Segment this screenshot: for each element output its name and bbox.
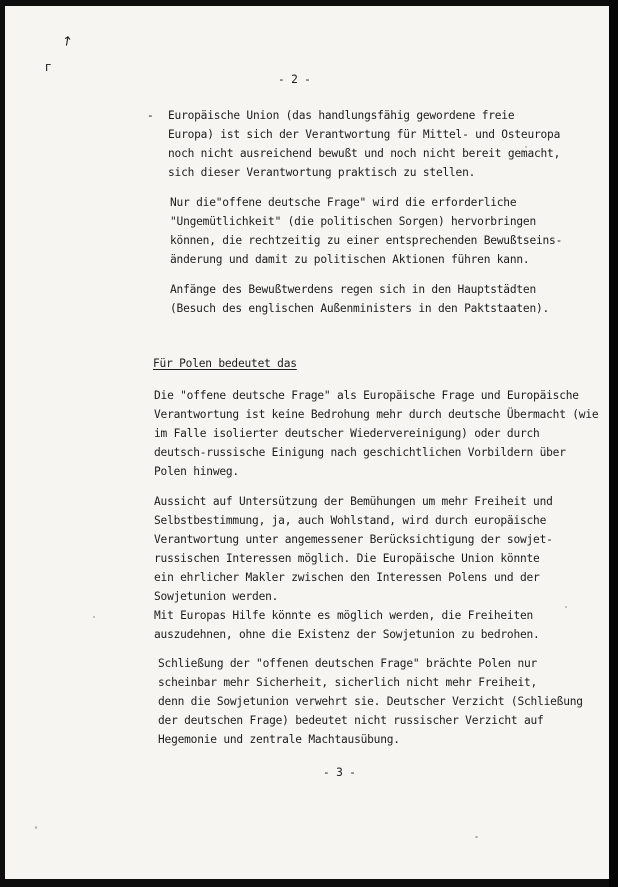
text-line: deutsch-russische Einigung nach geschichtlichen Vorbildern über xyxy=(154,446,566,459)
section-heading: Für Polen bedeutet das xyxy=(153,357,297,370)
text-line: Verantwortung ist keine Bedrohung mehr durch deutsche Übermacht (wie xyxy=(154,408,599,421)
text-line: sich dieser Verantwortung praktisch zu stellen. xyxy=(168,166,476,179)
bullet-marker: - xyxy=(147,109,154,122)
scan-speck xyxy=(475,836,478,838)
pen-mark: г xyxy=(45,60,52,74)
text-line: "Ungemütlichkeit" (die politischen Sorgen) hervorbringen xyxy=(170,215,536,228)
scan-speck xyxy=(525,146,527,148)
page-number-bottom: - 3 - xyxy=(323,766,356,779)
scan-speck xyxy=(565,606,567,608)
text-line: Die "offene deutsche Frage" als Europäische Frage und Europäische xyxy=(154,389,579,402)
text-line: Sowjetunion werden. xyxy=(154,590,279,603)
text-line: russischen Interessen möglich. Die Europäische Union könnte xyxy=(154,552,540,565)
text-line: denn die Sowjetunion verwehrt sie. Deutscher Verzicht (Schließung xyxy=(158,695,583,708)
text-line: änderung und damit zu politischen Aktionen führen kann. xyxy=(170,253,530,266)
scan-speck xyxy=(93,616,95,618)
text-line: Mit Europas Hilfe könnte es möglich werden, die Freiheiten xyxy=(154,609,534,622)
text-line: Aussicht auf Untersützung der Bemühungen um mehr Freiheit und xyxy=(154,495,553,508)
scan-speck xyxy=(35,826,37,829)
text-line: können, die rechtzeitig zu einer entsprechenden Bewußtseins- xyxy=(170,234,563,247)
page-number-top: - 2 - xyxy=(278,73,311,86)
text-line: Verantwortung unter angemessener Berücksichtigung der sowjet- xyxy=(154,533,553,546)
text-line: noch nicht ausreichend bewußt und noch nicht bereit gemacht, xyxy=(168,147,561,160)
text-line: Nur die"offene deutsche Frage" wird die erforderliche xyxy=(170,196,517,209)
text-line: Schließung der "offenen deutschen Frage" brächte Polen nur xyxy=(158,657,538,670)
text-line: der deutschen Frage) bedeutet nicht russischer Verzicht auf xyxy=(158,714,544,727)
pen-mark: ↗ xyxy=(58,32,77,51)
scan-edge xyxy=(609,0,618,887)
text-line: Hegemonie und zentrale Machtausübung. xyxy=(158,733,400,746)
text-line: auszudehnen, ohne die Existenz der Sowjetunion zu bedrohen. xyxy=(154,628,540,641)
text-line: im Falle isolierter deutscher Wiedervereinigung) oder durch xyxy=(154,427,540,440)
document-page xyxy=(5,6,610,879)
text-line: Europa) ist sich der Verantwortung für Mittel- und Osteuropa xyxy=(168,128,561,141)
text-line: (Besuch des englischen Außenministers in den Paktstaaten). xyxy=(170,302,550,315)
text-line: Anfänge des Bewußtwerdens regen sich in den Hauptstädten xyxy=(170,283,536,296)
text-line: ein ehrlicher Makler zwischen den Interessen Polens und der xyxy=(154,571,540,584)
text-line: scheinbar mehr Sicherheit, sicherlich nicht mehr Freiheit, xyxy=(158,676,538,689)
text-line: Polen hinweg. xyxy=(154,465,239,478)
text-line: Selbstbestimmung, ja, auch Wohlstand, wird durch europäische xyxy=(154,514,547,527)
text-line: Europäische Union (das handlungsfähig gewordene freie xyxy=(168,109,515,122)
